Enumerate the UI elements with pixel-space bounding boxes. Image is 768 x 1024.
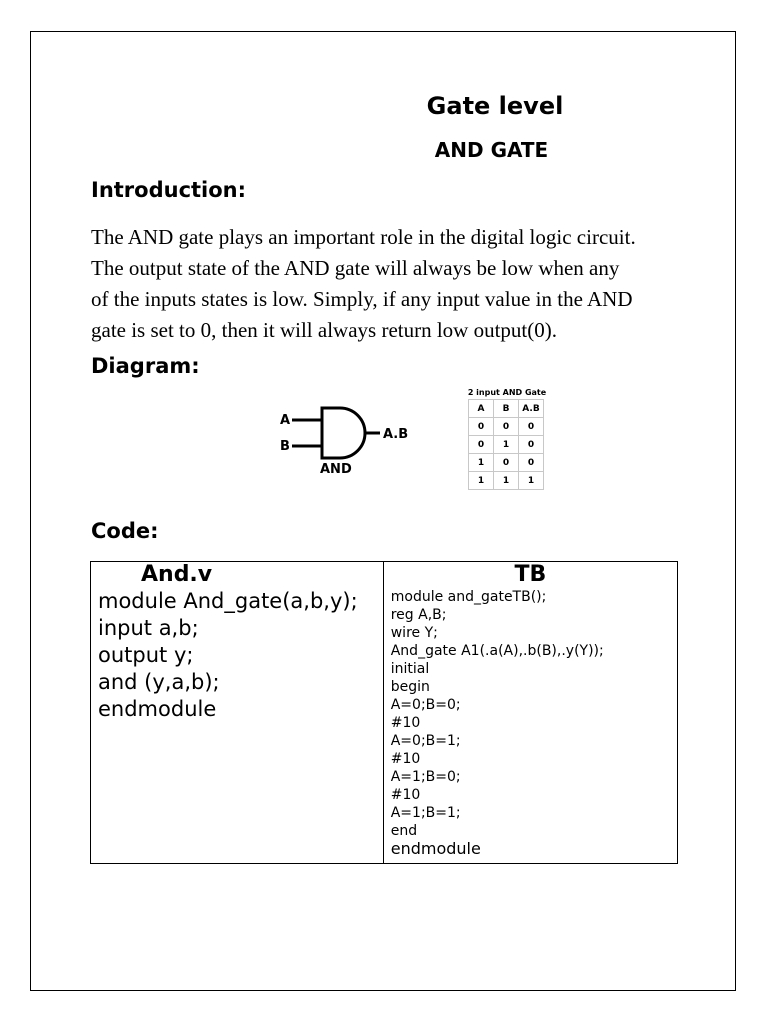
intro-line: gate is set to 0, then it will always return low output(0). [91, 318, 557, 342]
gate-input-b-label: B [280, 439, 290, 454]
testbench-code-block [384, 588, 677, 858]
truth-table-header-cell: A [469, 400, 494, 418]
code-table [90, 561, 678, 864]
testbench-header: TB [514, 562, 547, 587]
truth-table [466, 388, 548, 490]
code-line: module And_gate(a,b,y); [98, 589, 358, 613]
intro-line: The output state of the AND gate will always be low when any [91, 256, 620, 280]
code-line: endmodule [98, 697, 217, 721]
code-line: #10 [390, 751, 421, 767]
code-line: endmodule [390, 839, 481, 858]
truth-table-cell: 0 [469, 418, 494, 436]
truth-table-cell: 0 [519, 436, 544, 454]
code-line: begin [390, 679, 430, 695]
gate-input-a-label: A [280, 413, 291, 428]
truth-table-grid [468, 399, 544, 490]
code-line: A=1;B=0; [390, 769, 461, 785]
gate-output-label: A.B [383, 427, 409, 442]
intro-line: of the inputs states is low. Simply, if any input value in the AND [91, 287, 633, 311]
truth-table-cell: 0 [469, 436, 494, 454]
code-line: A=0;B=1; [390, 733, 461, 749]
and-gate-symbol [278, 400, 418, 480]
truth-table-row [469, 418, 544, 436]
truth-table-cell: 1 [494, 472, 519, 490]
code-line: A=0;B=0; [390, 697, 461, 713]
truth-table-row [469, 436, 544, 454]
intro-line: The AND gate plays an important role in the digital logic circuit. [91, 225, 636, 249]
code-line: A=1;B=1; [390, 805, 461, 821]
truth-table-cell: 1 [519, 472, 544, 490]
and-gate-body [322, 408, 365, 458]
design-file-header: And.v [141, 562, 213, 587]
design-code-block [91, 588, 383, 723]
truth-table-cell: 1 [494, 436, 519, 454]
code-heading: Code: [91, 519, 159, 543]
design-code-cell [91, 562, 384, 864]
code-line: wire Y; [390, 625, 438, 641]
code-line: #10 [390, 787, 421, 803]
truth-table-cell: 0 [494, 418, 519, 436]
code-line: initial [390, 661, 430, 677]
truth-table-header-cell: B [494, 400, 519, 418]
page-subtitle: AND GATE [434, 138, 549, 162]
code-line: And_gate A1(.a(A),.b(B),.y(Y)); [390, 643, 604, 659]
introduction-paragraph [91, 222, 691, 346]
diagram-heading: Diagram: [91, 354, 200, 378]
testbench-code-cell [383, 562, 677, 864]
introduction-heading: Introduction: [91, 178, 247, 202]
code-line: input a,b; [98, 616, 199, 640]
page-title: Gate level [426, 92, 564, 120]
truth-table-cell: 0 [494, 454, 519, 472]
code-line: module and_gateTB(); [390, 589, 547, 605]
gate-name-label: AND [320, 462, 352, 477]
truth-table-cell: 1 [469, 472, 494, 490]
truth-table-header-cell: A.B [519, 400, 544, 418]
truth-table-header-row [469, 400, 544, 418]
truth-table-cell: 0 [519, 454, 544, 472]
code-line: end [390, 823, 418, 839]
code-line: reg A,B; [390, 607, 447, 623]
truth-table-row [469, 454, 544, 472]
code-line: output y; [98, 643, 194, 667]
truth-table-cell: 1 [469, 454, 494, 472]
truth-table-row [469, 472, 544, 490]
code-line: and (y,a,b); [98, 670, 220, 694]
truth-table-cell: 0 [519, 418, 544, 436]
truth-table-caption: 2 input AND Gate [467, 388, 547, 397]
code-line: #10 [390, 715, 421, 731]
